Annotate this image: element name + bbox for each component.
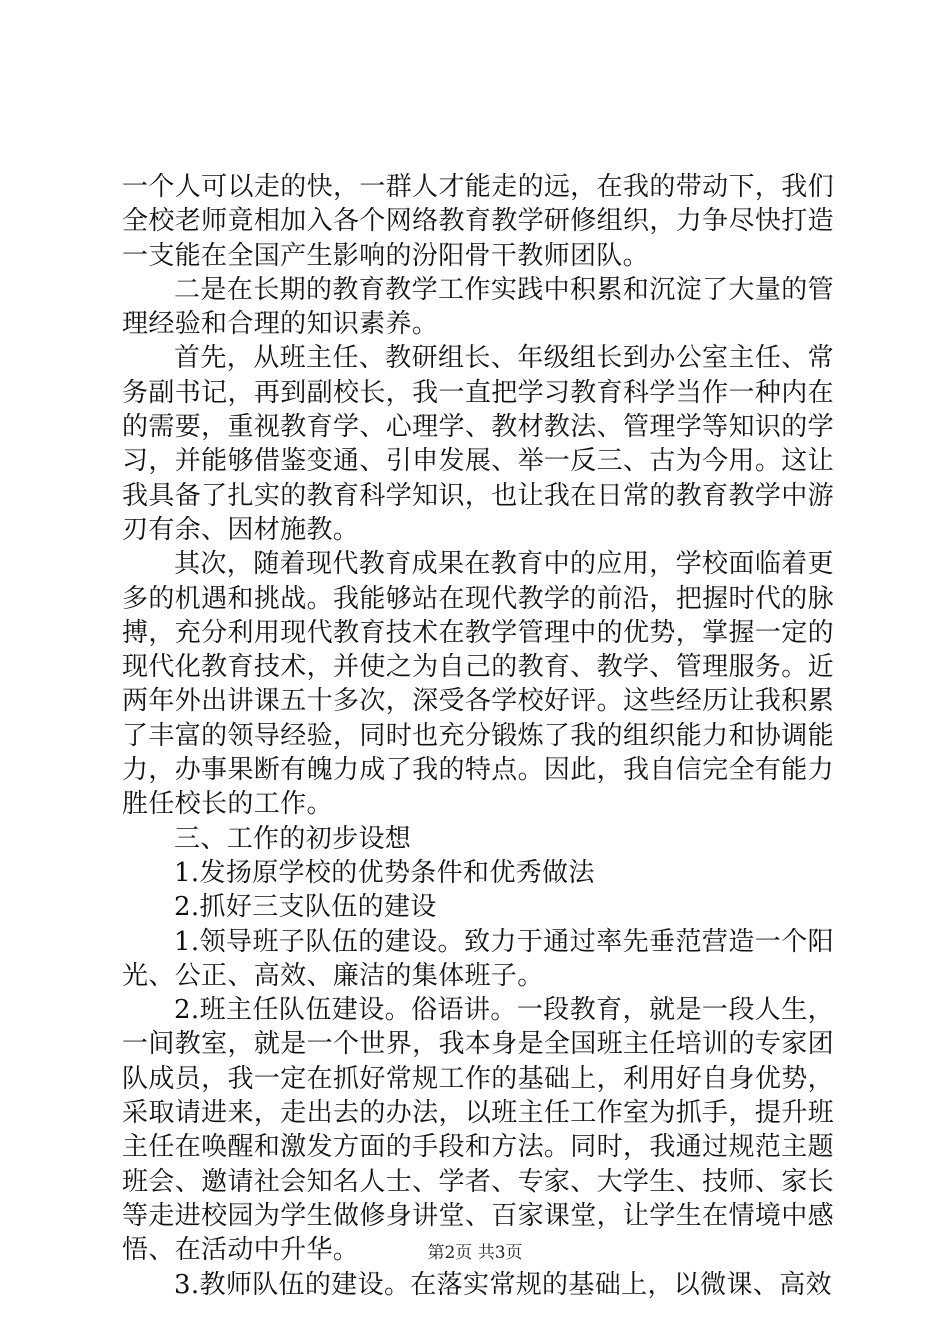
page-number-footer: 第2页 共3页: [427, 1243, 523, 1263]
paragraph: 其次，随着现代教育成果在教育中的应用，学校面临着更多的机遇和挑战。我能够站在现代教学的前沿，把握时代的脉搏，充分利用现代教育技术在教学管理中的优势，掌握一定的现代化教育技术，并使之为自己的教育、教学、管理服务。近两年外出讲课五十多次，深受各学校好评。这些经历让我积累了丰富的领导经验，同时也充分锻炼了我的组织能力和协调能力，办事果断有魄力成了我的特点。因此，我自信完全有能力胜任校长的工作。: [122, 549, 834, 820]
list-item: 1.发扬原学校的优势条件和优秀做法: [174, 857, 595, 888]
document-body: [122, 170, 834, 1302]
list-item: 1.领导班子队伍的建设。致力于通过率先垂范营造一个阳光、公正、高效、廉洁的集体班子。: [122, 926, 834, 991]
section-heading: 三、工作的初步设想: [174, 823, 412, 854]
list-item: 2.班主任队伍建设。俗语讲。一段教育，就是一段人生，一间教室，就是一个世界，我本身是全国班主任培训的专家团队成员，我一定在抓好常规工作的基础上，利用好自身优势，采取请进来，走出去的办法，以班主任工作室为抓手，提升班主任在唤醒和激发方面的手段和方法。同时，我通过规范主题班会、邀请社会知名人士、学者、专家、大学生、技师、家长等走进校园为学生做修身讲堂、百家课堂，让学生在情境中感悟、在活动中升华。: [122, 995, 834, 1266]
paragraph: 二是在长期的教育教学工作实践中积累和沉淀了大量的管理经验和合理的知识素养。: [122, 274, 834, 340]
list-item: 3.教师队伍的建设。在落实常规的基础上，以微课、高效: [174, 1269, 832, 1300]
paragraph: 首先，从班主任、教研组长、年级组长到办公室主任、常务副书记，再到副校长，我一直把学习教育科学当作一种内在的需要，重视教育学、心理学、教材教法、管理学等知识的学习，并能够借鉴变通、引申发展、举一反三、古为今用。这让我具备了扎实的教育科学知识，也让我在日常的教育教学中游刃有余、因材施教。: [122, 343, 834, 545]
list-item: 2.抓好三支队伍的建设: [174, 892, 437, 923]
paragraph: 一个人可以走的快，一群人才能走的远，在我的带动下，我们全校老师竟相加入各个网络教育教学研修组织，力争尽快打造一支能在全国产生影响的汾阳骨干教师团队。: [122, 172, 834, 271]
